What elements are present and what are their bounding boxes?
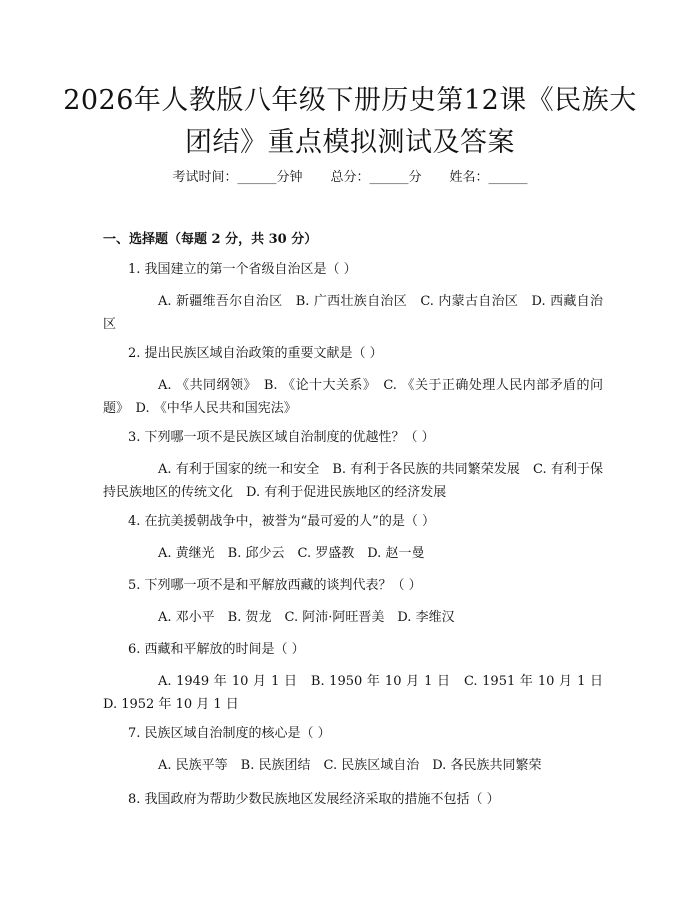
time-label: 考试时间：	[172, 170, 238, 185]
question-2: 2. 提出民族区域自治政策的重要文献是（ ）	[128, 346, 383, 361]
question-5-options: A. 邓小平 B. 贺龙 C. 阿沛·阿旺晋美 D. 李维汉	[158, 610, 455, 625]
time-blank[interactable]: ______	[237, 170, 277, 185]
question-4: 4. 在抗美援朝战争中，被誉为“最可爱的人”的是（ ）	[128, 514, 435, 529]
question-5: 5. 下列哪一项不是和平解放西藏的谈判代表？（ ）	[128, 578, 422, 593]
score-blank[interactable]: ______	[369, 170, 409, 185]
exam-title: 2026年人教版八年级下册历史第12课《民族大团结》重点模拟测试及答案	[63, 85, 637, 158]
question-1: 1. 我国建立的第一个省级自治区是（ ）	[128, 262, 357, 277]
name-blank[interactable]: ______	[488, 170, 528, 185]
question-1-options: A. 新疆维吾尔自治区 B. 广西壮族自治区 C. 内蒙古自治区 D. 西藏自治区	[103, 294, 603, 332]
question-4-options: A. 黄继光 B. 邱少云 C. 罗盛教 D. 赵一曼	[158, 546, 425, 561]
question-7-options: A. 民族平等 B. 民族团结 C. 民族区域自治 D. 各民族共同繁荣	[158, 758, 542, 773]
question-3: 3. 下列哪一项不是民族区域自治制度的优越性？（ ）	[128, 430, 435, 445]
question-3-options: A. 有利于国家的统一和安全 B. 有利于各民族的共同繁荣发展 C. 有利于保持民族地区的传统文化 D. 有利于促进民族地区的经济发展	[103, 462, 603, 500]
score-unit: 分	[408, 170, 422, 185]
score-label: 总分：	[330, 170, 370, 185]
time-unit: 分钟	[276, 170, 303, 185]
section-heading: 一、选择题（每题 2 分，共 30 分）	[103, 232, 318, 247]
question-6-options: A. 1949 年 10 月 1 日 B. 1950 年 10 月 1 日 C. 1951 年 10 月 1 日 D. 1952 年 10 月 1 日	[103, 674, 617, 712]
question-8: 8. 我国政府为帮助少数民族地区发展经济采取的措施不包括（ ）	[128, 792, 500, 807]
question-2-options: A. 《共同纲领》 B. 《论十大关系》 C. 《关于正确处理人民内部矛盾的问题》 D. 《中华人民共和国宪法》	[103, 378, 603, 416]
question-6: 6. 西藏和平解放的时间是（ ）	[128, 642, 305, 657]
question-7: 7. 民族区域自治制度的核心是（ ）	[128, 726, 331, 741]
exam-meta	[0, 168, 700, 188]
name-label: 姓名：	[449, 170, 489, 185]
